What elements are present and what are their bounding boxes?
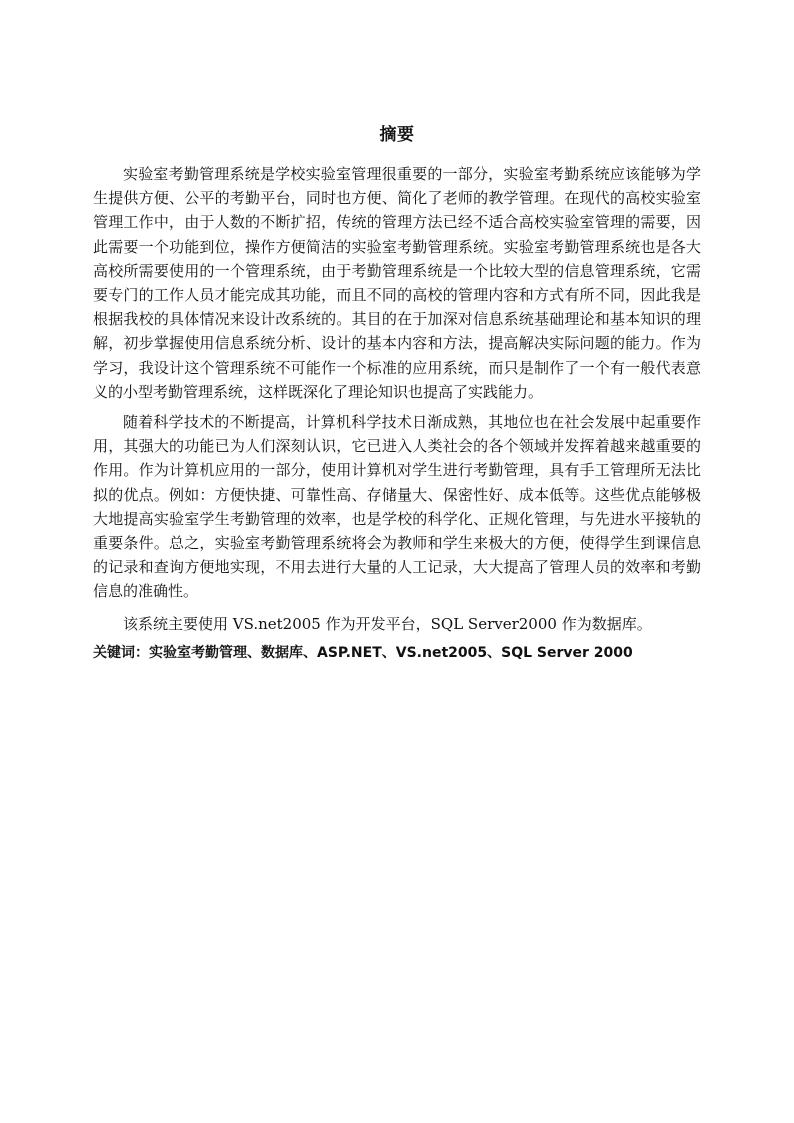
abstract-paragraph-1: 实验室考勤管理系统是学校实验室管理很重要的一部分，实验室考勤系统应该能够为学生提供方便、公平的考勤平台，同时也方便、简化了老师的教学管理。在现代的高校实验室管理工作中，由于人数的不断扩招，传统的管理方法已经不适合高校实验室管理的需要，因此需要一个功能到位，操作方便简洁的实验室考勤管理系统。实验室考勤管理系统也是各大高校所需要使用的一个管理系统，由于考勤管理系统是一个比较大型的信息管理系统，它需要专门的工作人员才能完成其功能，而且不同的高校的管理内容和方式有所不同，因此我是根据我校的具体情况来设计改系统的。其目的在于加深对信息系统基础理论和基本知识的理解，初步掌握使用信息系统分析、设计的基本内容和方法，提高解决实际问题的能力。作为学习，我设计这个管理系统不可能作一个标准的应用系统，而只是制作了一个有一般代表意义的小型考勤管理系统，这样既深化了理论知识也提高了实践能力。 [93,165,701,401]
abstract-content [93,162,701,665]
keywords-label: 关键词： [93,644,149,661]
platform-paragraph: 该系统主要使用 VS.net2005 作为开发平台，SQL Server2000 作为数据库。 [123,614,652,633]
keywords-line [93,641,701,665]
abstract-title: 摘要 [379,125,415,145]
keywords-text: 实验室考勤管理、数据库、ASP.NET、VS.net2005、SQL Server 2000 [149,644,633,661]
abstract-paragraph-2: 随着科学技术的不断提高，计算机科学技术日渐成熟，其地位也在社会发展中起重要作用，其强大的功能已为人们深刻认识，它已进入人类社会的各个领域并发挥着越来越重要的作用。作为计算机应用的一部分，使用计算机对学生进行考勤管理，具有手工管理所无法比拟的优点。例如：方便快捷、可靠性高、存储量大、保密性好、成本低等。这些优点能够极大地提高实验室学生考勤管理的效率，也是学校的科学化、正规化管理，与先进水平接轨的重要条件。总之，实验室考勤管理系统将会为教师和学生来极大的方便，使得学生到课信息的记录和查询方便地实现，不用去进行大量的人工记录，大大提高了管理人员的效率和考勤信息的准确性。 [93,413,701,601]
